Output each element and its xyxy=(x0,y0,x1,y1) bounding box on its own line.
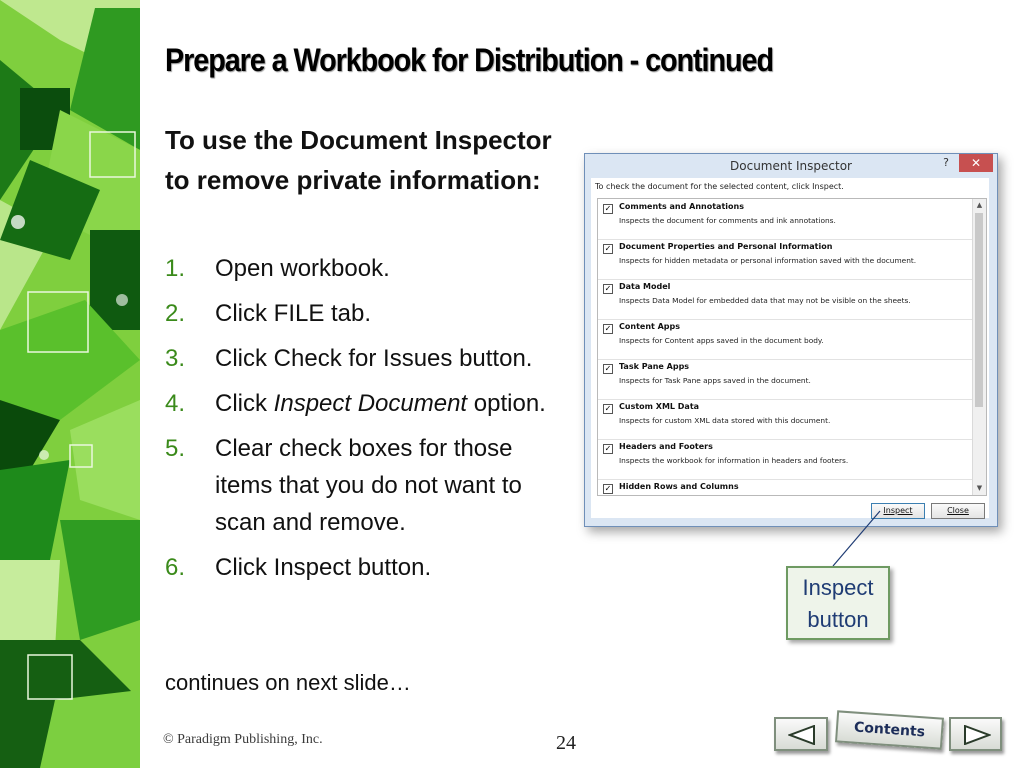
item-title: Comments and Annotations xyxy=(619,202,744,211)
item-checkbox[interactable]: ✓ xyxy=(604,284,612,293)
item-checkbox[interactable]: ✓ xyxy=(604,444,612,453)
step-number: 6. xyxy=(165,554,186,581)
intro-heading: To use the Document Inspector to remove private information: xyxy=(165,125,552,195)
item-checkbox[interactable]: ✓ xyxy=(604,244,612,253)
step-text-italic: Inspect Document xyxy=(273,390,468,417)
close-button[interactable]: Close xyxy=(931,503,985,519)
step-text-before: Click xyxy=(215,390,274,417)
scroll-up-icon[interactable]: ▲ xyxy=(976,201,983,209)
next-slide-button[interactable] xyxy=(949,717,1002,751)
previous-slide-button[interactable] xyxy=(774,717,828,751)
help-icon[interactable]: ? xyxy=(943,156,949,169)
item-title: Headers and Footers xyxy=(619,442,713,451)
contents-button[interactable]: Contents xyxy=(835,710,944,749)
item-title: Data Model xyxy=(619,282,671,291)
triangle-left-icon xyxy=(788,725,816,745)
item-description: Inspects for Task Pane apps saved in the document. xyxy=(619,376,811,385)
step-number: 5. xyxy=(165,435,186,462)
step-number: 4. xyxy=(165,390,186,417)
item-title: Content Apps xyxy=(619,322,681,331)
item-description: Inspects the document for comments and ink annotations. xyxy=(619,216,836,225)
item-description: Inspects the workbook for information in headers and footers. xyxy=(619,456,849,465)
page-number: 24 xyxy=(556,732,576,754)
step-number: 3. xyxy=(165,345,186,372)
item-checkbox[interactable]: ✓ xyxy=(604,484,612,493)
slide-title: Prepare a Workbook for Distribution - continued xyxy=(165,42,773,78)
step-text-after: option. xyxy=(467,390,546,417)
step-text: Click Check for Issues button. xyxy=(215,345,533,372)
step-number: 2. xyxy=(165,300,186,327)
step-text: Open workbook. xyxy=(215,255,390,282)
inspect-button[interactable]: Inspect xyxy=(871,503,925,519)
item-checkbox[interactable]: ✓ xyxy=(604,404,612,413)
dialog-title: Document Inspector xyxy=(730,159,852,173)
step-text: Clear check boxes for those items that you do not want to scan and remove. xyxy=(215,435,522,536)
continues-note: continues on next slide… xyxy=(165,670,411,695)
item-checkbox[interactable]: ✓ xyxy=(604,204,612,213)
close-icon[interactable]: ✕ xyxy=(959,154,993,172)
step-text: Click Inspect button. xyxy=(215,554,432,581)
callout-inspect-button: Inspect button xyxy=(786,566,890,640)
item-description: Inspects for Content apps saved in the document body. xyxy=(619,336,824,345)
scroll-down-icon[interactable]: ▼ xyxy=(976,484,983,492)
step-text: Click FILE tab. xyxy=(215,300,372,327)
item-description: Inspects for custom XML data stored with this document. xyxy=(619,416,831,425)
copyright-footer: © Paradigm Publishing, Inc. xyxy=(163,732,323,747)
item-title: Custom XML Data xyxy=(619,402,700,411)
item-checkbox[interactable]: ✓ xyxy=(604,364,612,373)
item-description: Inspects Data Model for embedded data that may not be visible on the sheets. xyxy=(619,296,911,305)
item-title: Task Pane Apps xyxy=(619,362,690,371)
item-title: Hidden Rows and Columns xyxy=(619,482,739,491)
triangle-right-icon xyxy=(963,725,991,745)
dialog-instruction: To check the document for the selected content, click Inspect. xyxy=(595,182,844,191)
item-description: Inspects for hidden metadata or personal information saved with the document. xyxy=(619,256,917,265)
item-title: Document Properties and Personal Information xyxy=(619,242,833,251)
step-number: 1. xyxy=(165,255,186,282)
item-checkbox[interactable]: ✓ xyxy=(604,324,612,333)
